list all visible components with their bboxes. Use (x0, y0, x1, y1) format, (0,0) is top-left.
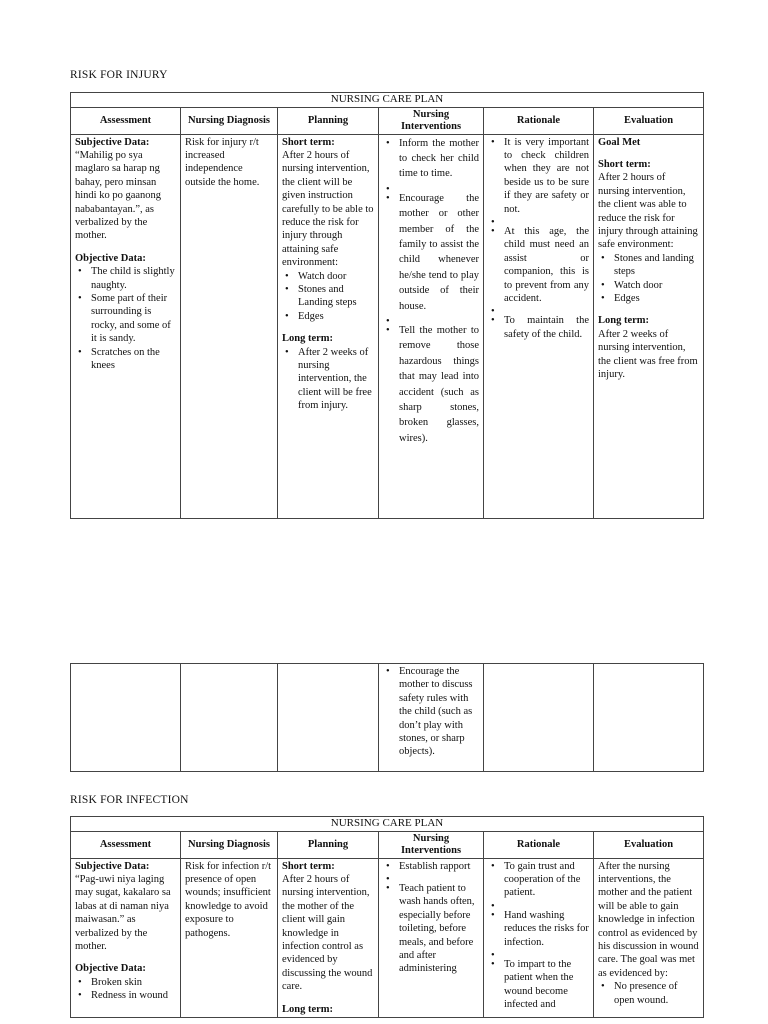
header-nursing-diagnosis: Nursing Diagnosis (181, 107, 278, 134)
table-caption: NURSING CARE PLAN (71, 93, 704, 108)
header-evaluation: Evaluation (594, 831, 704, 858)
subjective-label: Subjective Data: (75, 860, 150, 872)
short-term-text: After 2 hours of nursing intervention, the client will be given instruction carefully to be able to reduce the risk for injury through attaining safe environment: (282, 149, 374, 269)
list-item: • Watch door (298, 270, 374, 283)
list-item: • Tell the mother to remove those hazardous things that may lead into accident (such as sharp stones, broken glasses, wires). (399, 323, 479, 446)
list-item: • Broken skin (91, 976, 176, 989)
list-item: • After 2 weeks of nursing intervention, the client will be free from injury. (298, 346, 374, 413)
list-item: • Encourage the mother to discuss safety rules with the child (such as don’t play with stones, or sharp objects). (399, 665, 479, 759)
evaluation-cell (594, 858, 704, 1017)
list-item: • To impart to the patient when the wound become infected and (504, 958, 589, 1012)
header-evaluation: Evaluation (594, 107, 704, 134)
care-plan-table-injury (70, 92, 704, 519)
list-item: • No presence of open wound. (614, 980, 699, 1007)
list-item: • Redness in wound (91, 989, 176, 1002)
header-nursing-interventions: Nursing Interventions (379, 107, 484, 134)
header-rationale: Rationale (484, 107, 594, 134)
diagnosis-cell (181, 858, 278, 1017)
list-item: • Stones and landing steps (614, 252, 699, 279)
list-item: • Some part of their surrounding is rocky, and some of it is sandy. (91, 292, 176, 346)
header-planning: Planning (278, 831, 379, 858)
subjective-text: “Mahilig po sya maglaro sa harap ng bahay, pero minsan hindi ko po gaanong nababantayan.”, as verbalized by the mother. (75, 149, 162, 242)
short-term-label: Short term: (598, 158, 651, 170)
short-term-text: After 2 hours of nursing intervention, the client was able to reduce the risk for injury through attaining safe environment: (598, 172, 698, 251)
assessment-cell (71, 858, 181, 1017)
header-rationale: Rationale (484, 831, 594, 858)
evaluation-text: After the nursing interventions, the mother and the patient will be able to gain knowledge in infection control as evidenced by his discussion in wound care. The goal was met as evidenced by: (598, 860, 699, 979)
objective-label: Objective Data: (75, 963, 146, 975)
list-item: • At this age, the child must need an assist or companion, this is to prevent from any accident. (504, 225, 589, 305)
table-caption: NURSING CARE PLAN (71, 817, 704, 832)
long-term-label: Long term: (282, 333, 334, 345)
section-title-infection: RISK FOR INFECTION (70, 794, 189, 806)
short-term-label: Short term: (282, 860, 335, 872)
long-term-label: Long term: (282, 1003, 334, 1015)
subjective-label: Subjective Data: (75, 136, 150, 148)
list-item: • To maintain the safety of the child. (504, 314, 589, 341)
list-item: • It is very important to check children when they are not beside us to be sure if they are safety or not. (504, 136, 589, 216)
care-plan-table-infection (70, 816, 704, 1018)
planning-cell (278, 858, 379, 1017)
interventions-cell (379, 664, 484, 772)
header-assessment: Assessment (71, 831, 181, 858)
diagnosis-cell (181, 134, 278, 518)
evaluation-cell (594, 134, 704, 518)
interventions-cell (379, 134, 484, 518)
list-item: • Inform the mother to check her child time to time. (399, 136, 479, 182)
list-item: • Establish rapport (399, 860, 479, 873)
short-term-label: Short term: (282, 136, 335, 148)
list-item: • Encourage the mother or other member of the family to assist the child whenever he/she tend to play outside of their house. (399, 191, 479, 314)
header-planning: Planning (278, 107, 379, 134)
assessment-cell (71, 134, 181, 518)
long-term-label: Long term: (598, 315, 650, 327)
short-term-text: After 2 hours of nursing intervention, the mother of the client will gain knowledge in infection control as evidenced by discussing the wound care. (282, 873, 373, 993)
list-item: • Stones and Landing steps (298, 283, 374, 310)
list-item: • Scratches on the knees (91, 346, 176, 373)
subjective-text: “Pag-uwi niya laging may sugat, kakalaro sa labas at di naman niya maiwasan.” as verbalized by the mother. (75, 873, 171, 952)
interventions-cell (379, 858, 484, 1017)
header-nursing-interventions: Nursing Interventions (379, 831, 484, 858)
header-nursing-diagnosis: Nursing Diagnosis (181, 831, 278, 858)
list-item: • Edges (614, 292, 699, 305)
list-item: • Teach patient to wash hands often, especially before toileting, before meals, and before and after administering (399, 882, 479, 976)
rationale-cell (484, 858, 594, 1017)
rationale-cell (484, 134, 594, 518)
care-plan-table-continued (70, 663, 704, 772)
header-assessment: Assessment (71, 107, 181, 134)
list-item: • Edges (298, 310, 374, 323)
diagnosis-text: Risk for injury r/t increased independence outside the home. (185, 136, 260, 188)
goal-met-label: Goal Met (598, 136, 641, 148)
diagnosis-text: Risk for infection r/t presence of open wounds; insufficient knowledge to avoid exposure to pathogens. (185, 860, 272, 939)
section-title-injury: RISK FOR INJURY (70, 69, 168, 81)
list-item: • The child is slightly naughty. (91, 265, 176, 292)
planning-cell (278, 134, 379, 518)
list-item: • To gain trust and cooperation of the patient. (504, 860, 589, 900)
list-item: • Watch door (614, 279, 699, 292)
long-term-text: After 2 weeks of nursing intervention, the client was free from injury. (598, 328, 698, 380)
objective-label: Objective Data: (75, 252, 146, 264)
list-item: • Hand washing reduces the risks for infection. (504, 909, 589, 949)
